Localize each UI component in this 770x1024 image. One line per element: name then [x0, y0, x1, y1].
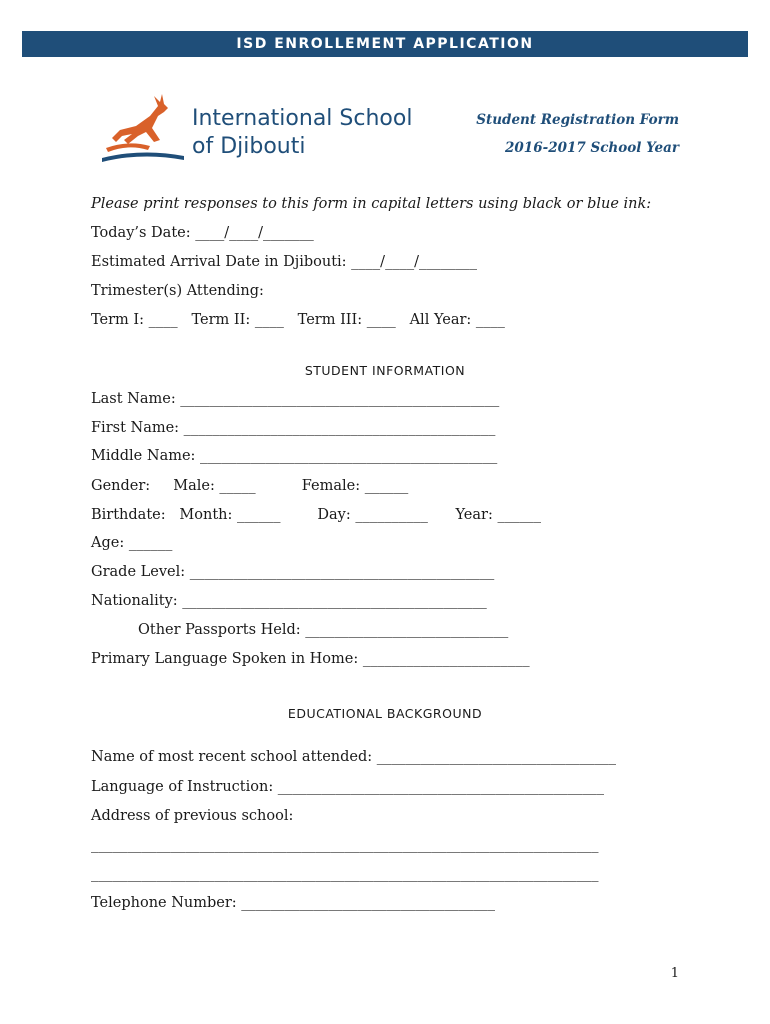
last-name-field[interactable]: Last Name: ____________________________________________	[91, 391, 500, 407]
school-name-line1: International School	[192, 106, 413, 131]
school-year: 2016-2017 School Year	[505, 140, 679, 156]
form-title-block	[476, 106, 679, 162]
banner-title: ISD ENROLLEMENT APPLICATION	[236, 36, 534, 52]
arrival-date-field[interactable]: Estimated Arrival Date in Djibouti: ____/____/________	[91, 254, 477, 270]
middle-name-field[interactable]: Middle Name: _________________________________________	[91, 448, 498, 464]
age-field[interactable]: Age: ______	[91, 535, 173, 551]
gender-field[interactable]: Gender: Male: _____ Female: ______	[91, 478, 409, 494]
page-number: 1	[670, 966, 679, 981]
school-name-line2: of Djibouti	[192, 134, 306, 159]
address-line-2[interactable]: ______________________________________________________________________	[91, 866, 599, 882]
form-banner	[22, 31, 748, 57]
todays-date-field[interactable]: Today’s Date: ____/____/_______	[91, 225, 314, 241]
address-label: Address of previous school:	[91, 808, 294, 824]
school-name	[192, 105, 412, 161]
student-information-heading: STUDENT INFORMATION	[304, 363, 466, 378]
recent-school-field[interactable]: Name of most recent school attended: _________________________________	[91, 749, 617, 765]
nationality-field[interactable]: Nationality: __________________________________________	[91, 593, 487, 609]
other-passports-field[interactable]: Other Passports Held: ____________________________	[138, 622, 509, 638]
trimesters-label: Trimester(s) Attending:	[91, 283, 264, 299]
telephone-field[interactable]: Telephone Number: ___________________________________	[91, 895, 496, 911]
primary-language-field[interactable]: Primary Language Spoken in Home: _______________________	[91, 651, 530, 667]
address-line-1[interactable]: ______________________________________________________________________	[91, 837, 599, 853]
language-of-instruction-field[interactable]: Language of Instruction: _____________________________________________	[91, 779, 605, 795]
first-name-field[interactable]: First Name: ___________________________________________	[91, 420, 496, 436]
educational-background-heading: EDUCATIONAL BACKGROUND	[287, 706, 483, 721]
grade-level-field[interactable]: Grade Level: __________________________________________	[91, 564, 495, 580]
instructions-text: Please print responses to this form in capital letters using black or blue ink:	[91, 196, 652, 212]
form-title: Student Registration Form	[476, 112, 679, 128]
terms-field[interactable]: Term I: ____ Term II: ____ Term III: ____ All Year: ____	[91, 312, 505, 328]
gazelle-logo-icon	[98, 92, 186, 164]
birthdate-field[interactable]: Birthdate: Month: ______ Day: __________ Year: ______	[91, 507, 541, 523]
